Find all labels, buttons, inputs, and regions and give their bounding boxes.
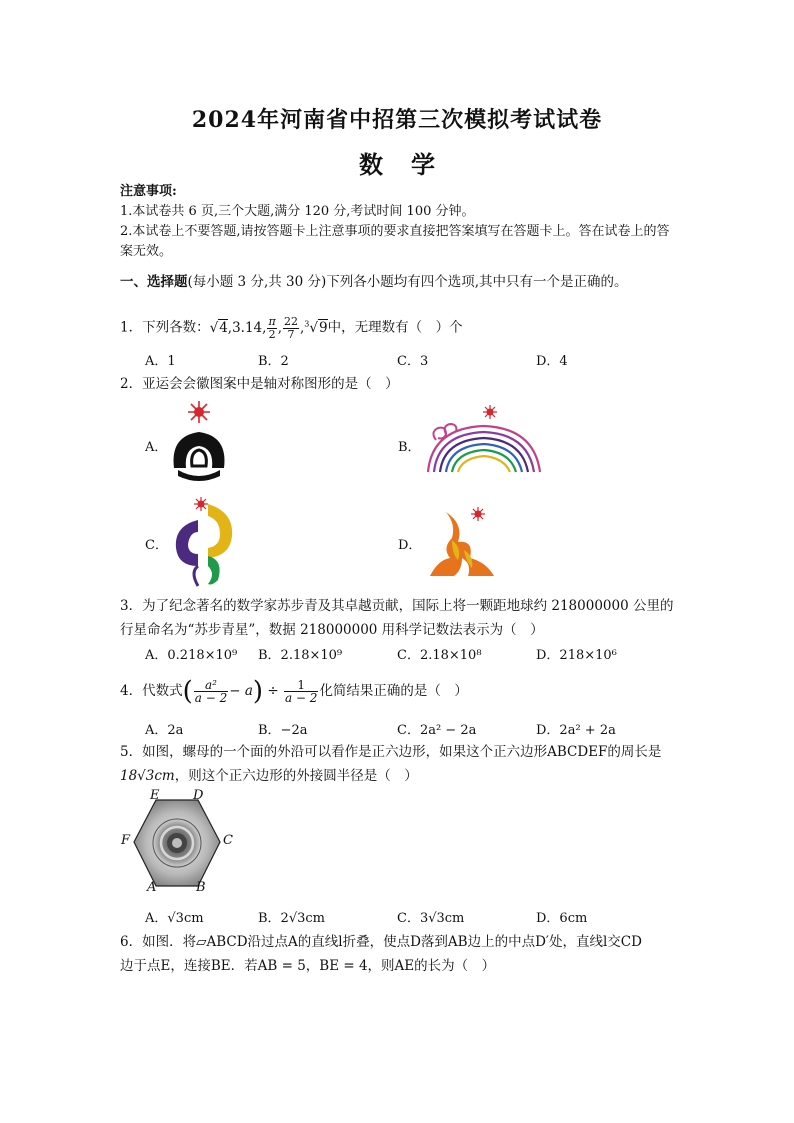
emblem-c-image[interactable]	[168, 496, 238, 588]
sun-icon	[188, 401, 210, 423]
question-1-option-d[interactable]: D．4	[536, 354, 568, 369]
emblem-b-image[interactable]	[424, 404, 544, 474]
question-2-stem: 2．亚运会会徽图案中是轴对称图形的是（ ）	[120, 376, 399, 392]
question-2-option-a-label[interactable]: A．	[145, 440, 168, 455]
notes-heading: 注意事项:	[120, 184, 177, 199]
vertex-label-a: A	[147, 880, 157, 895]
section-heading	[120, 272, 628, 292]
question-4-option-b[interactable]: B．−2a	[258, 723, 308, 738]
notes-line-2: 2.本试卷上不要答题,请按答题卡上注意事项的要求直接把答案填写在答题卡上。答在试卷上的答案无效。	[120, 224, 670, 259]
exam-title: 2024年河南省中招第三次模拟考试试卷	[191, 107, 603, 133]
question-4-prefix: 4．代数式	[120, 683, 183, 699]
question-3-line-1: 3．为了纪念著名的数学家苏步青及其卓越贡献，国际上将一颗距地球约 218000000 公里的	[120, 598, 674, 614]
question-1-prefix: 1．下列各数：	[120, 319, 210, 336]
question-2-option-c-label[interactable]: C．	[145, 538, 168, 553]
exam-subject: 数学	[359, 150, 463, 179]
question-3-option-c[interactable]: C．2.18×10⁸	[397, 648, 482, 663]
question-4-option-a[interactable]: A．2a	[145, 723, 184, 738]
question-5-line-2: ，则这个正六边形的外接圆半径是（ ）	[174, 768, 418, 784]
question-1-option-a[interactable]: A．1	[145, 354, 176, 369]
sun-icon	[483, 405, 497, 419]
question-6-line-2: 边于点E，连接BE．若AB = 5，BE = 4，则AE的长为（ ）	[120, 958, 496, 974]
question-1-stem	[120, 312, 680, 341]
question-5-option-b[interactable]: B．2√3cm	[258, 911, 325, 926]
question-6-line-1: 6．如图．将▱ABCD沿过点A的直线l折叠，使点D落到AB边上的中点D′处，直线l交CD	[120, 934, 642, 950]
exam-notes	[120, 182, 680, 262]
section-label: 一、选择题	[120, 274, 188, 290]
question-2-option-b-label[interactable]: B．	[398, 440, 421, 455]
sun-icon	[194, 497, 208, 511]
emblem-d-image[interactable]	[428, 500, 498, 580]
vertex-label-b: B	[196, 880, 206, 895]
question-3-option-a[interactable]: A．0.218×10⁹	[145, 648, 238, 663]
vertex-label-d: D	[193, 788, 204, 803]
question-5-line-1: 5．如图，螺母的一个面的外沿可以看作是正六边形，如果这个正六边形ABCDEF的周长是	[120, 744, 662, 760]
question-4-expression: ( $\frac{\text{a²}}{a - 2}$ − a) ÷ $\frac{1}{a - 2}$	[182, 676, 318, 707]
question-3-options	[145, 644, 685, 666]
question-4-option-d[interactable]: D．2a² + 2a	[536, 723, 616, 738]
question-5-option-c[interactable]: C．3√3cm	[397, 911, 465, 926]
section-description: (每小题 3 分,共 30 分)下列各小题均有四个选项,其中只有一个是正确的。	[187, 274, 628, 290]
question-3-option-b[interactable]: B．2.18×10⁹	[258, 648, 343, 663]
question-5-perimeter: 18√3cm	[120, 768, 175, 784]
question-5-option-a[interactable]: A．√3cm	[145, 911, 204, 926]
question-1-numbers: √4,3.14, $\frac{\pi}{2}$ , $\frac{22}{7}$ ,$^3$√9	[209, 314, 328, 341]
question-1-option-c[interactable]: C．3	[397, 354, 429, 369]
question-5-options	[145, 907, 685, 929]
vertex-label-c: C	[223, 833, 233, 848]
question-1-option-b[interactable]: B．2	[258, 354, 289, 369]
question-5-option-d[interactable]: D．6cm	[536, 911, 588, 926]
emblem-a-image[interactable]	[168, 400, 230, 482]
vertex-label-e: E	[150, 788, 160, 803]
question-5-stem	[120, 740, 680, 788]
question-3-stem	[120, 594, 680, 642]
sun-icon	[471, 507, 485, 521]
question-4-option-c[interactable]: C．2a² − 2a	[397, 723, 477, 738]
vertex-label-f: F	[121, 833, 131, 848]
hex-nut-figure	[120, 790, 240, 896]
question-2-option-d-label[interactable]: D．	[398, 538, 422, 553]
question-3-line-2: 行星命名为“苏步青星”，数据 218000000 用科学记数法表示为（ ）	[120, 622, 544, 638]
question-4-stem	[120, 676, 680, 707]
notes-line-1: 1.本试卷共 6 页,三个大题,满分 120 分,考试时间 100 分钟。	[120, 204, 475, 219]
question-4-suffix: 化简结果正确的是（ ）	[319, 683, 468, 699]
question-6-stem	[120, 930, 680, 978]
question-1-suffix: 中，无理数有（ ）个	[327, 319, 463, 336]
question-3-option-d[interactable]: D．218×10⁶	[536, 648, 617, 663]
question-4-options	[145, 719, 685, 741]
question-1-options	[145, 350, 685, 372]
